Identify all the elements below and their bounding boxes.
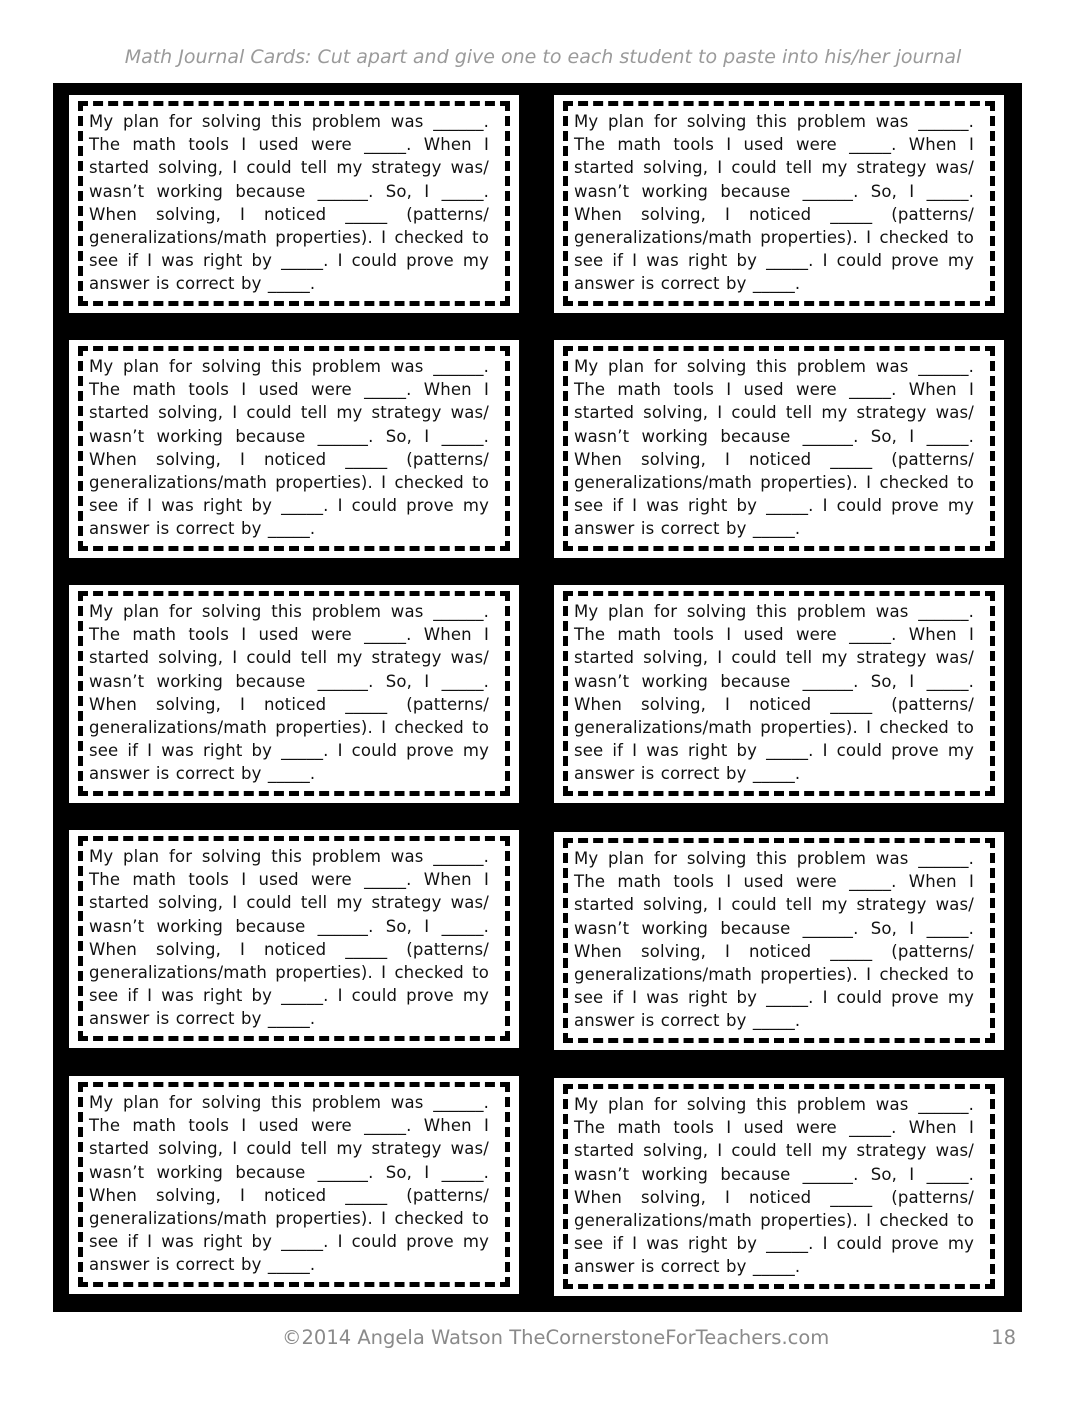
card-text: My plan for solving this problem was ______. The math tools I used were _____. When I started solving, I could tell my strategy was/ wasn’t working because ______. So, I _____. When solving, I noticed _____ (patterns/ generalizations/math properties). I checked to see if I was right by _____. I could prove my answer is correct by _____.	[574, 849, 974, 1031]
card-text: My plan for solving this problem was ______. The math tools I used were _____. When I started solving, I could tell my strategy was/ wasn’t working because ______. So, I _____. When solving, I noticed _____ (patterns/ generalizations/math properties). I checked to see if I was right by _____. I could prove my answer is correct by _____.	[574, 602, 974, 784]
top-caption: Math Journal Cards: Cut apart and give one to each student to paste into his/her journal	[124, 46, 962, 68]
card-text: My plan for solving this problem was ______. The math tools I used were _____. When I started solving, I could tell my strategy was/ wasn’t working because ______. So, I _____. When solving, I noticed _____ (patterns/ generalizations/math properties). I checked to see if I was right by _____. I could prove my answer is correct by _____.	[89, 357, 489, 539]
card-text: My plan for solving this problem was ______. The math tools I used were _____. When I started solving, I could tell my strategy was/ wasn’t working because ______. So, I _____. When solving, I noticed _____ (patterns/ generalizations/math properties). I checked to see if I was right by _____. I could prove my answer is correct by _____.	[89, 847, 489, 1029]
journal-card	[69, 585, 519, 803]
card-text: My plan for solving this problem was ______. The math tools I used were _____. When I started solving, I could tell my strategy was/ wasn’t working because ______. So, I _____. When solving, I noticed _____ (patterns/ generalizations/math properties). I checked to see if I was right by _____. I could prove my answer is correct by _____.	[89, 112, 489, 294]
page-number: 18	[991, 1326, 1016, 1349]
journal-card	[554, 1078, 1004, 1296]
journal-card	[69, 95, 519, 313]
card-text: My plan for solving this problem was ______. The math tools I used were _____. When I started solving, I could tell my strategy was/ wasn’t working because ______. So, I _____. When solving, I noticed _____ (patterns/ generalizations/math properties). I checked to see if I was right by _____. I could prove my answer is correct by _____.	[89, 602, 489, 784]
journal-card	[69, 340, 519, 558]
journal-card	[554, 340, 1004, 558]
cards-board	[53, 83, 1022, 1312]
journal-card	[554, 832, 1004, 1050]
journal-card	[554, 95, 1004, 313]
card-text: My plan for solving this problem was ______. The math tools I used were _____. When I started solving, I could tell my strategy was/ wasn’t working because ______. So, I _____. When solving, I noticed _____ (patterns/ generalizations/math properties). I checked to see if I was right by _____. I could prove my answer is correct by _____.	[89, 1093, 489, 1275]
journal-card	[69, 830, 519, 1048]
card-text: My plan for solving this problem was ______. The math tools I used were _____. When I started solving, I could tell my strategy was/ wasn’t working because ______. So, I _____. When solving, I noticed _____ (patterns/ generalizations/math properties). I checked to see if I was right by _____. I could prove my answer is correct by _____.	[574, 357, 974, 539]
card-text: My plan for solving this problem was ______. The math tools I used were _____. When I started solving, I could tell my strategy was/ wasn’t working because ______. So, I _____. When solving, I noticed _____ (patterns/ generalizations/math properties). I checked to see if I was right by _____. I could prove my answer is correct by _____.	[574, 1095, 974, 1277]
footer-copyright: ©2014 Angela Watson TheCornerstoneForTeachers.com	[282, 1326, 830, 1349]
journal-card	[69, 1076, 519, 1294]
journal-card	[554, 585, 1004, 803]
card-text: My plan for solving this problem was ______. The math tools I used were _____. When I started solving, I could tell my strategy was/ wasn’t working because ______. So, I _____. When solving, I noticed _____ (patterns/ generalizations/math properties). I checked to see if I was right by _____. I could prove my answer is correct by _____.	[574, 112, 974, 294]
